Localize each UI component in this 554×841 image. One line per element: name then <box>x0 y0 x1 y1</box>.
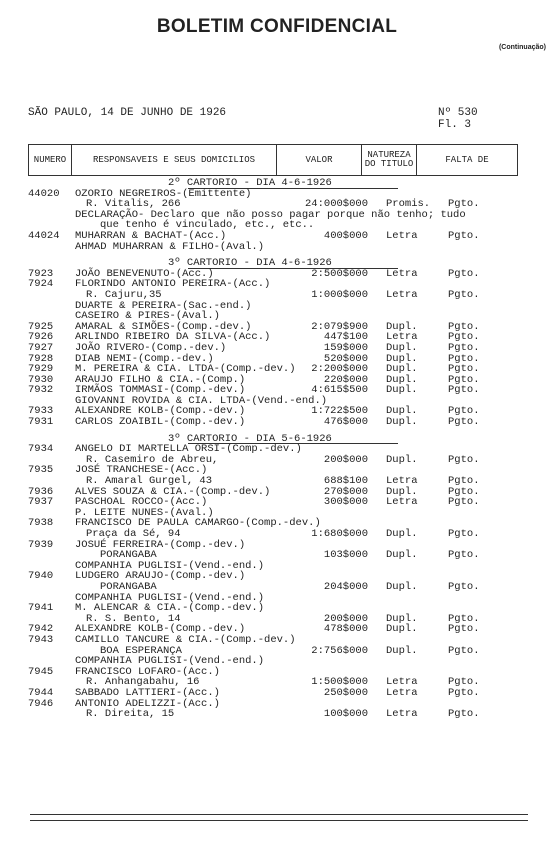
entry-value: 520$000 <box>323 352 368 365</box>
entry-row <box>28 635 548 646</box>
entry-title-type: Dupl. <box>386 363 418 376</box>
entry-text: R. Casemiro de Abreu, <box>86 453 219 466</box>
entry-value: 2:756$000 <box>311 644 368 657</box>
entry-text: R. Cajuru,35 <box>86 288 162 301</box>
entry-text: CAMILLO TANCURE & CIA.-(Comp.-dev.) <box>75 633 296 646</box>
entry-title-type: Dupl. <box>386 612 418 625</box>
entry-number: 7926 <box>28 331 54 344</box>
entry-title-type: Letra <box>386 267 418 280</box>
entry-title-type: Dupl. <box>386 352 418 365</box>
entry-value: 688$100 <box>323 475 368 488</box>
entry-number: 7938 <box>28 517 54 530</box>
entry-protest-reason: Pgto. <box>448 708 480 721</box>
entry-number: 7933 <box>28 405 54 418</box>
entry-number: 7930 <box>28 373 54 386</box>
entry-text: CARLOS ZOAIBIL-(Comp.-dev.) <box>75 416 246 429</box>
entry-value: 300$000 <box>323 496 368 509</box>
entry-row <box>28 290 548 301</box>
entry-text: LUDGERO ARAUJO-(Comp.-dev.) <box>75 570 246 583</box>
entry-protest-reason: Pgto. <box>448 288 480 301</box>
entry-value: 400$000 <box>323 229 368 242</box>
entry-text: OZORIO NEGREIROS-(Emittente) <box>75 187 252 200</box>
entry-text: AMARAL & SIMÕES-(Comp.-dev.) <box>75 320 252 333</box>
entry-row <box>28 529 548 540</box>
entry-title-type: Dupl. <box>386 373 418 386</box>
entry-value: 24:000$000 <box>304 198 368 211</box>
entry-value: 4:615$500 <box>311 384 368 397</box>
entry-protest-reason: Pgto. <box>448 580 480 593</box>
entry-number: 7928 <box>28 352 54 365</box>
entry-text: AHMAD MUHARRAN & FILHO-(Aval.) <box>75 240 265 253</box>
entry-value: 200$000 <box>323 612 368 625</box>
entry-protest-reason: Pgto. <box>448 229 480 242</box>
entry-value: 200$000 <box>323 453 368 466</box>
entry-value: 2:079$900 <box>311 320 368 333</box>
entry-text: PORANGABA <box>100 549 157 562</box>
entry-protest-reason: Pgto. <box>448 485 480 498</box>
entry-text: IRMÃOS TOMMASI-(Comp.-dev.) <box>75 384 246 397</box>
entry-row <box>28 417 548 428</box>
entry-protest-reason: Pgto. <box>448 416 480 429</box>
entry-text: ALEXANDRE KOLB-(Comp.-dev.) <box>75 623 246 636</box>
entry-title-type: Dupl. <box>386 416 418 429</box>
entry-text: R. Anhangabahu, 16 <box>86 676 200 689</box>
place-date: SÃO PAULO, 14 DE JUNHO DE 1926 <box>28 107 227 119</box>
entry-protest-reason: Pgto. <box>448 331 480 344</box>
entry-text: JOSUÉ FERREIRA-(Comp.-dev.) <box>75 538 246 551</box>
entry-number: 7925 <box>28 320 54 333</box>
entry-number: 7923 <box>28 267 54 280</box>
col-falta: FALTA DE <box>417 145 518 176</box>
column-header <box>28 144 518 176</box>
entry-protest-reason: Pgto. <box>448 198 480 211</box>
entry-value: 476$000 <box>323 416 368 429</box>
entry-value: 250$000 <box>323 686 368 699</box>
entry-number: 7929 <box>28 363 54 376</box>
entry-text: ARAUJO FILHO & CIA.-(Comp.) <box>75 373 246 386</box>
col-numero: NUMERO <box>29 145 72 176</box>
entry-value: 1:500$000 <box>311 676 368 689</box>
entry-protest-reason: Pgto. <box>448 686 480 699</box>
bottom-rule <box>30 814 528 815</box>
entry-title-type: Letra <box>386 676 418 689</box>
entry-title-type: Dupl. <box>386 384 418 397</box>
entry-title-type: Letra <box>386 288 418 301</box>
entry-text: Praça da Sé, 94 <box>86 528 181 540</box>
entry-title-type: Dupl. <box>386 623 418 636</box>
entry-row <box>28 688 548 699</box>
entry-title-type: Letra <box>386 475 418 488</box>
entry-number: 7939 <box>28 538 54 551</box>
entry-protest-reason: Pgto. <box>448 676 480 689</box>
entry-number: 7932 <box>28 384 54 397</box>
col-natureza: NATUREZA DO TITULO <box>362 145 417 176</box>
entry-title-type: Letra <box>386 496 418 509</box>
entry-text: M. PEREIRA & CIA. LTDA-(Comp.-dev.) <box>75 363 296 376</box>
entry-text: DECLARAÇÃO- Declaro que não posso pagar porque não tenho; tudo <box>75 208 466 221</box>
entry-text: COMPANHIA PUGLISI-(Vend.-end.) <box>75 591 265 604</box>
entry-title-type: Dupl. <box>386 549 418 562</box>
entry-row <box>28 242 548 253</box>
entry-protest-reason: Pgto. <box>448 644 480 657</box>
entry-row <box>28 582 548 593</box>
entries-list <box>28 178 548 720</box>
entry-value: 447$100 <box>323 331 368 344</box>
entry-number: 7943 <box>28 633 54 646</box>
entry-text: M. ALENCAR & CIA.-(Comp.-dev.) <box>75 602 265 615</box>
entry-row <box>28 709 548 720</box>
entry-number: 7944 <box>28 686 54 699</box>
entry-protest-reason: Pgto. <box>448 549 480 562</box>
bottom-rule-2 <box>30 820 528 821</box>
entry-text: PASCHOAL ROCCO-(Acc.) <box>75 496 208 509</box>
entry-text: ARLINDO RIBEIRO DA SILVA-(Acc.) <box>75 331 271 344</box>
entry-title-type: Dupl. <box>386 405 418 418</box>
entry-text: CASEIRO & PIRES-(Aval.) <box>75 310 220 323</box>
entry-text: PORANGABA <box>100 580 157 593</box>
entry-number: 7931 <box>28 416 54 429</box>
entry-protest-reason: Pgto. <box>448 496 480 509</box>
entry-text: P. LEITE NUNES-(Aval.) <box>75 506 214 519</box>
entry-text: ALEXANDRE KOLB-(Comp.-dev.) <box>75 405 246 418</box>
continuation-label: (Continuação) <box>498 44 546 51</box>
entry-text: SABBADO LATTIERI-(Acc.) <box>75 686 220 699</box>
section-heading-text: 3º CARTORIO - DIA 4-6-1926 <box>168 257 332 270</box>
entry-protest-reason: Pgto. <box>448 528 480 540</box>
entry-number: 44020 <box>28 187 60 200</box>
entry-text: COMPANHIA PUGLISI-(Vend.-end.) <box>75 559 265 572</box>
entry-row <box>28 231 548 242</box>
entry-number: 7942 <box>28 623 54 636</box>
entry-title-type: Dupl. <box>386 644 418 657</box>
entry-number: 7935 <box>28 464 54 477</box>
entry-value: 1:722$500 <box>311 405 368 418</box>
entry-value: 1:680$000 <box>311 528 368 540</box>
entry-protest-reason: Pgto. <box>448 267 480 280</box>
entry-protest-reason: Pgto. <box>448 320 480 333</box>
entry-number: 7934 <box>28 443 54 456</box>
entry-title-type: Letra <box>386 331 418 344</box>
entry-value: 478$000 <box>323 623 368 636</box>
entry-number: 7945 <box>28 665 54 678</box>
entry-title-type: Dupl. <box>386 341 418 354</box>
col-responsaveis: RESPONSAVEIS E SEUS DOMICILIOS <box>72 145 277 176</box>
entry-text: DUARTE & PEREIRA-(Sac.-end.) <box>75 299 252 312</box>
entry-number: 7924 <box>28 278 54 291</box>
entry-text: que tenho é vinculado, etc., etc.. <box>100 219 315 232</box>
entry-protest-reason: Pgto. <box>448 453 480 466</box>
entry-value: 103$000 <box>323 549 368 562</box>
entry-protest-reason: Pgto. <box>448 341 480 354</box>
entry-text: MUHARRAN & BACHAT-(Acc.) <box>75 229 227 242</box>
entry-text: ANTONIO ADELIZZI-(Acc.) <box>75 697 220 710</box>
entry-number: 44024 <box>28 229 60 242</box>
entry-title-type: Dupl. <box>386 528 418 540</box>
entry-text: JOSÉ TRANCHESE-(Acc.) <box>75 464 208 477</box>
entry-value: 2:500$000 <box>311 267 368 280</box>
entry-value: 159$000 <box>323 341 368 354</box>
entry-text: R. S. Bento, 14 <box>86 612 181 625</box>
entry-protest-reason: Pgto. <box>448 384 480 397</box>
entry-value: 100$000 <box>323 708 368 721</box>
entry-title-type: Dupl. <box>386 320 418 333</box>
bulletin-number: Nº 530 <box>438 107 478 119</box>
entry-text: R. Direita, 15 <box>86 708 175 721</box>
entry-value: 2:200$000 <box>311 363 368 376</box>
entry-protest-reason: Pgto. <box>448 352 480 365</box>
entry-value: 270$000 <box>323 485 368 498</box>
entry-protest-reason: Pgto. <box>448 405 480 418</box>
entry-title-type: Letra <box>386 708 418 721</box>
entry-protest-reason: Pgto. <box>448 475 480 488</box>
entry-number: 7941 <box>28 602 54 615</box>
entry-protest-reason: Pgto. <box>448 373 480 386</box>
entry-text: R. Amaral Gurgel, 43 <box>86 475 213 488</box>
entry-text: ALVES SOUZA & CIA.-(Comp.-dev.) <box>75 485 271 498</box>
entry-protest-reason: Pgto. <box>448 612 480 625</box>
section-heading <box>28 178 548 189</box>
entry-title-type: Letra <box>386 229 418 242</box>
section-heading-text: 3º CARTORIO - DIA 5-6-1926 <box>168 432 332 445</box>
entry-title-type: Dupl. <box>386 485 418 498</box>
entry-number: 7936 <box>28 485 54 498</box>
entry-protest-reason: Pgto. <box>448 623 480 636</box>
entry-text: R. Vitalis, 266 <box>86 198 181 211</box>
entry-row <box>28 343 548 354</box>
entry-text: FLORINDO ANTONIO PEREIRA-(Acc.) <box>75 278 271 291</box>
section-heading-text: 2º CARTORIO - DIA 4-6-1926 <box>168 177 332 189</box>
entry-protest-reason: Pgto. <box>448 363 480 376</box>
entry-text: GIOVANNI ROVIDA & CIA. LTDA-(Vend.-end.) <box>75 394 328 407</box>
entry-number: 7940 <box>28 570 54 583</box>
entry-title-type: Letra <box>386 686 418 699</box>
entry-text: BOA ESPERANÇA <box>100 644 182 657</box>
entry-value: 1:000$000 <box>311 288 368 301</box>
col-valor: VALOR <box>277 145 362 176</box>
entry-text: ANGELO DI MARTELLA ORSI-(Comp.-dev.) <box>75 443 302 456</box>
entry-text: COMPANHIA PUGLISI-(Vend.-end.) <box>75 655 265 668</box>
entry-value: 204$000 <box>323 580 368 593</box>
sheet-number: Fl. 3 <box>438 119 472 131</box>
entry-text: JOÃO RIVERO-(Comp.-dev.) <box>75 341 227 354</box>
entry-number: 7946 <box>28 697 54 710</box>
entry-text: FRANCISCO LOFARO-(Acc.) <box>75 665 220 678</box>
entry-title-type: Dupl. <box>386 453 418 466</box>
entry-title-type: Dupl. <box>386 580 418 593</box>
entry-text: DIAB NEMI-(Comp.-dev.) <box>75 352 214 365</box>
entry-title-type: Promis. <box>386 198 431 211</box>
entry-number: 7937 <box>28 496 54 509</box>
entry-value: 220$000 <box>323 373 368 386</box>
entry-text: JOÃO BENEVENUTO-(Acc.) <box>75 267 214 280</box>
entry-text: FRANCISCO DE PAULA CAMARGO-(Comp.-dev.) <box>75 517 321 530</box>
entry-number: 7927 <box>28 341 54 354</box>
document-title: BOLETIM CONFIDENCIAL <box>156 16 398 37</box>
